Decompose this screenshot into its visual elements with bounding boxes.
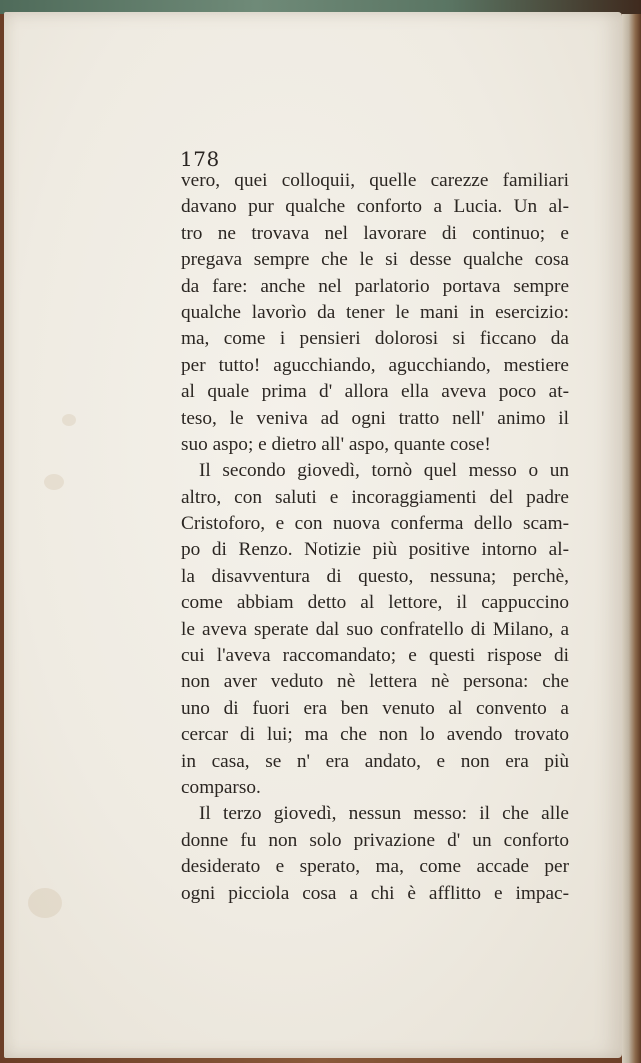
text-line: in casa, se n' era andato, e non era più [181,750,569,772]
text-line: suo aspo; e dietro all' aspo, quante cose! [181,433,491,455]
text-line: uno di fuori era ben venuto al convento a [181,697,569,719]
text-line: desiderato e sperato, ma, come accade per [181,856,569,878]
text-line: davano pur qualche conforto a Lucia. Un al- [181,196,569,218]
text-line: ogni picciola cosa a chi è afflitto e impac- [181,882,569,904]
text-line: non aver veduto nè lettera nè persona: che [181,671,569,693]
text-line: al quale prima d' allora ella aveva poco at- [181,381,569,403]
text-line: cui l'aveva raccomandato; e questi rispose di [181,645,569,667]
text-line: Il secondo giovedì, tornò quel messo o un [199,460,569,482]
text-line: cercar di lui; ma che non lo avendo trovato [181,724,569,746]
foxing-stain [28,888,62,918]
text-line: qualche lavorìo da tener le mani in esercizio: [181,301,569,323]
text-line: Il terzo giovedì, nessun messo: il che alle [199,803,569,825]
body-text [181,168,569,907]
text-line: donne fu non solo privazione d' un conforto [181,829,569,851]
text-line: teso, le veniva ad ogni tratto nell' animo il [181,407,569,429]
text-line: come abbiam detto al lettore, il cappuccino [181,592,569,614]
page-stack-edge [622,14,641,1063]
text-line: la disavventura di questo, nessuna; perchè, [181,565,569,587]
page-number: 178 [180,147,220,171]
text-line: da fare: anche nel parlatorio portava sempre [181,275,569,297]
text-line: Cristoforo, e con nuova conferma dello scam- [181,513,569,535]
text-line: comparso. [181,776,261,798]
foxing-stain [62,414,76,426]
text-line: po di Renzo. Notizie più positive intorno al- [181,539,569,561]
text-line: le aveva sperate dal suo confratello di Milano, a [181,618,569,640]
text-line: pregava sempre che le si desse qualche cosa [181,249,569,271]
text-line: altro, con saluti e incoraggiamenti del padre [181,486,569,508]
foxing-stain [44,474,64,490]
text-line: per tutto! agucchiando, agucchiando, mestiere [181,354,569,376]
text-line: vero, quei colloquii, quelle carezze familiari [181,170,569,191]
text-line: tro ne trovava nel lavorare di continuo; e [181,222,569,244]
text-line: ma, come i pensieri dolorosi si ficcano da [181,328,569,350]
